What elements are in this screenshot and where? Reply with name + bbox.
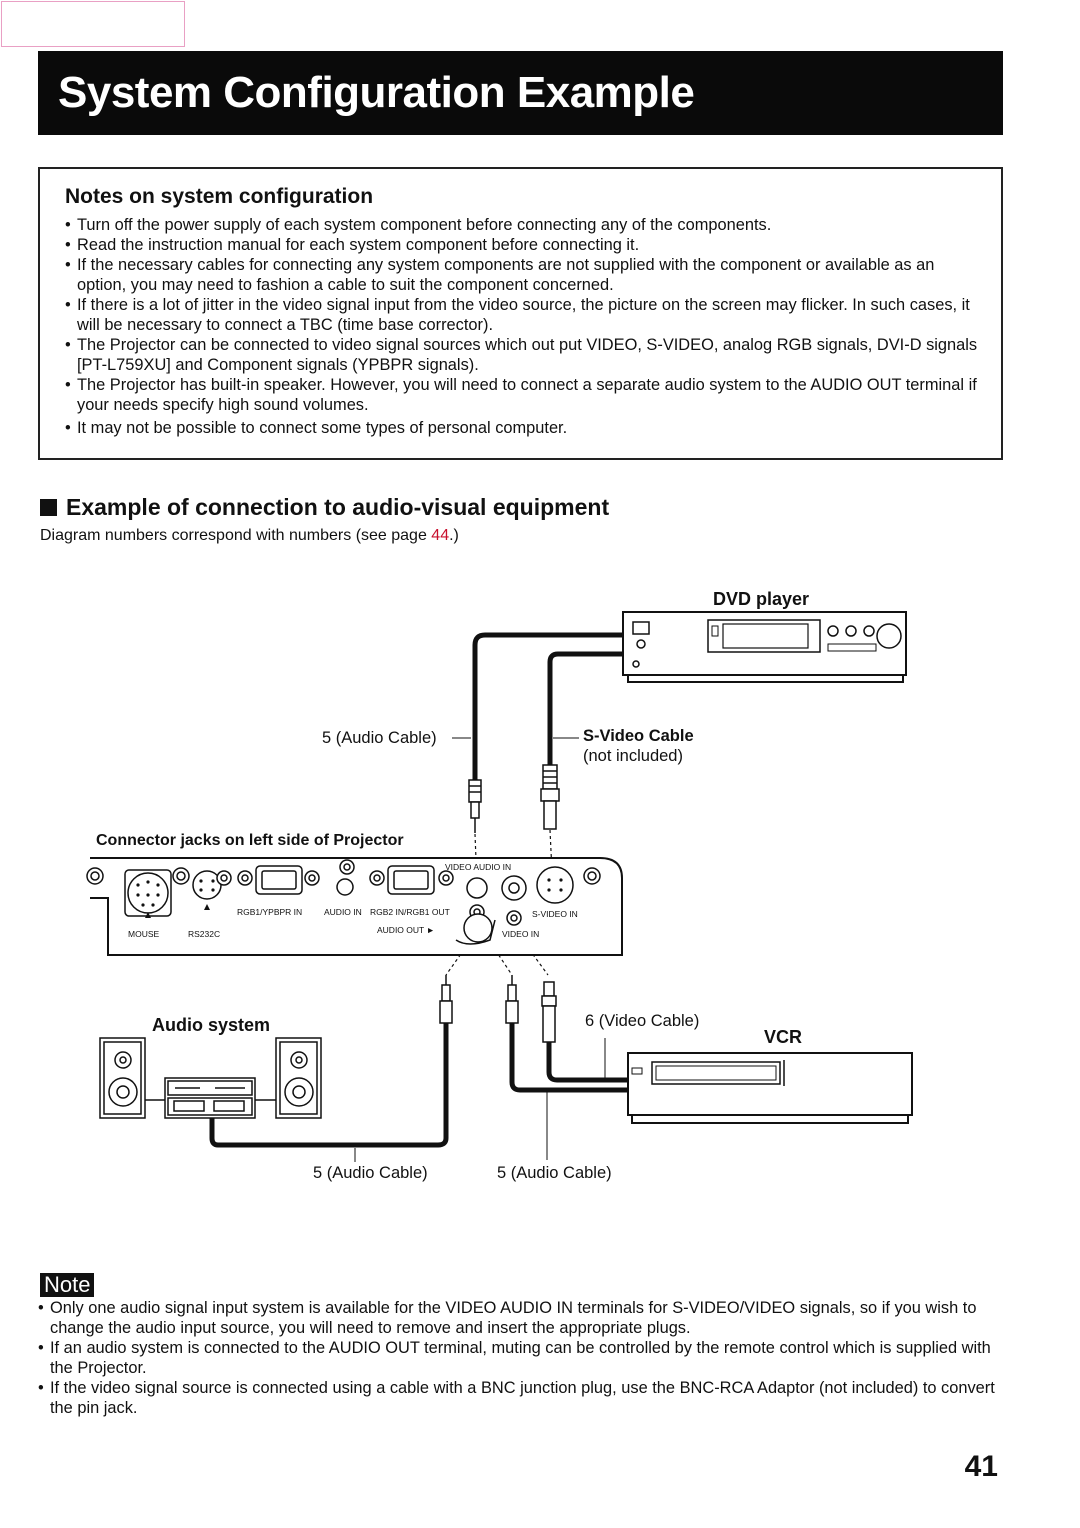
notes-heading: Notes on system configuration (65, 185, 374, 208)
audio-plug-icon (469, 780, 481, 833)
connector-heading: Connector jacks on left side of Projector (96, 832, 404, 849)
page-number: 41 (964, 1450, 998, 1483)
panel-label-rs232c: RS232C (188, 929, 221, 939)
panel-label-audio-in: AUDIO IN (324, 907, 362, 917)
lower-cables (212, 1023, 628, 1145)
diagram-note-prefix: Diagram numbers correspond with numbers (see page (40, 527, 432, 544)
video-plug-icon (542, 982, 556, 1042)
notes-item: • The Projector can be connected to video signal sources which out put VIDEO, S-VIDEO, analog RGB signals, DVI-D signals [PT-L759XU] and Component signals (YPBPR signals). (65, 335, 981, 375)
note-tag: Note (40, 1273, 94, 1297)
panel-label-video-audio-in: VIDEO AUDIO IN (445, 862, 512, 872)
diagram-note-suffix: .) (449, 527, 459, 544)
page-title: System Configuration Example (58, 68, 695, 117)
notes-item: • If the necessary cables for connecting any system components are not supplied with the component or available as an option, you may need to fashion a cable to suit the component concerned. (65, 255, 981, 295)
panel-label-svideo-in: S-VIDEO IN (532, 909, 578, 919)
notes-item: • The Projector has built-in speaker. However, you will need to connect a separate audio system to the AUDIO OUT terminal if your needs specify high sound volumes. (65, 375, 981, 415)
audio-system-illustration (100, 1038, 321, 1118)
dvd-player-label: DVD player (713, 589, 810, 609)
notes-item: • It may not be possible to connect some types of personal computer. (65, 418, 981, 438)
note-list (38, 1298, 998, 1418)
audio-cable-label-bottom-right: 5 (Audio Cable) (497, 1164, 612, 1182)
audio-cable-label-bottom-left: 5 (Audio Cable) (313, 1164, 428, 1182)
note-item: • If the video signal source is connected using a cable with a BNC junction plug, use the BNC-RCA Adaptor (not included) to convert the pin jack. (38, 1378, 998, 1418)
audio-cable-label-top: 5 (Audio Cable) (322, 729, 437, 747)
notes-item: • Turn off the power supply of each system component before connecting any of the components. (65, 215, 981, 235)
vcr-illustration (628, 1053, 912, 1123)
audio-plug-icon (506, 975, 518, 1023)
panel-label-rgb2: RGB2 IN/RGB1 OUT (370, 907, 450, 917)
notes-item: • If there is a lot of jitter in the video signal input from the video source, the picture on the screen may flicker. In such cases, it will be necessary to connect a TBC (time base corrector). (65, 295, 981, 335)
note-item: • Only one audio signal input system is available for the VIDEO AUDIO IN terminals for S-VIDEO/VIDEO signals, so if you wish to change the audio input source, you will need to remove and insert the appropriate plugs. (38, 1298, 998, 1338)
page-reference-link[interactable]: 44 (431, 527, 450, 544)
panel-label-audio-out: AUDIO OUT ► (377, 925, 435, 935)
audio-system-label: Audio system (152, 1015, 271, 1035)
audio-plug-icon (440, 975, 452, 1023)
note-item: • If an audio system is connected to the AUDIO OUT terminal, muting can be controlled by the remote control which is supplied with the Projector. (38, 1338, 998, 1378)
panel-label-rgb1: RGB1/YPBPR IN (237, 907, 303, 917)
svideo-not-included-label: (not included) (583, 747, 683, 765)
dvd-player-illustration (623, 612, 906, 682)
vcr-label: VCR (764, 1027, 803, 1047)
video-cable-label: 6 (Video Cable) (585, 1012, 700, 1030)
svideo-plug-icon (541, 765, 559, 829)
panel-label-mouse: MOUSE (128, 929, 160, 939)
svideo-cable-label: S-Video Cable (583, 727, 694, 745)
section-heading-text: Example of connection to audio-visual equipment (66, 494, 610, 520)
panel-label-video-in: VIDEO IN (502, 929, 540, 939)
notes-item: • Read the instruction manual for each system component before connecting it. (65, 235, 981, 255)
